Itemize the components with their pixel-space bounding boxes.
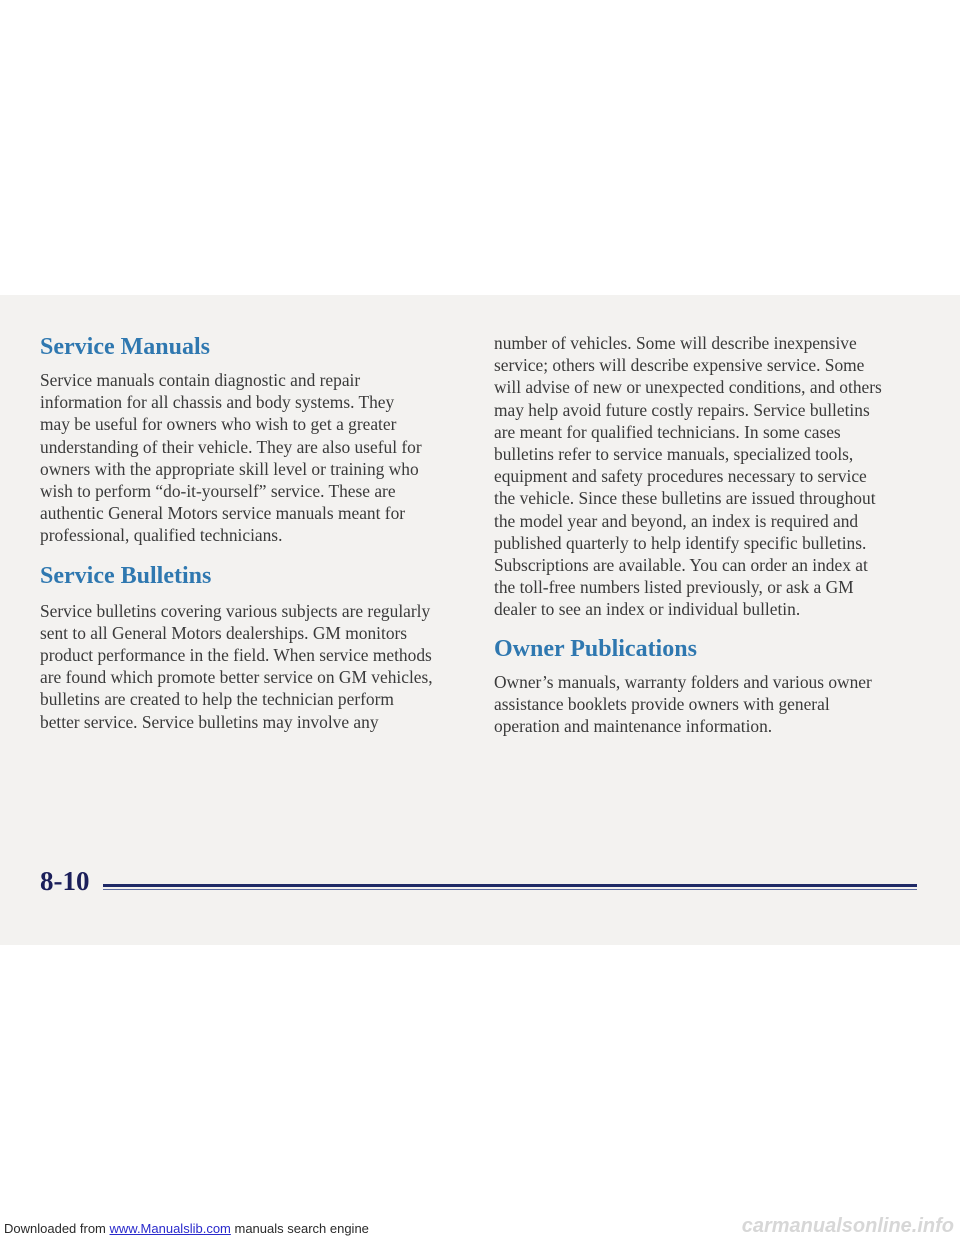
service-bulletins-continued-text: number of vehicles. Some will describe inexpensive service; others will describe expensive service. Some will advise of new or unexpected conditions, and others may help avoid future costly repairs. Service bulletins are meant for qualified technicians. In some cases bulletins refer to service manuals, specialized tools, equipment and safety procedures necessary to service the vehicle. Since these bulletins are issued throughout the model year and beyond, an index is required and published quarterly to help identify specific bulletins. Subscriptions are available. You can order an index at the toll-free numbers listed previously, or ask a GM dealer to see an index or individual bulletin. <box>494 333 882 620</box>
page-number: 8-10 <box>40 866 90 896</box>
footer-suffix: manuals search engine <box>230 1221 369 1236</box>
footer-prefix: Downloaded from <box>4 1221 110 1236</box>
service-bulletins-text: Service bulletins covering various subjects are regularly sent to all General Motors dealerships. GM monitors product performance in the field. When service methods are found which promote better service on GM vehicles, bulletins are created to help the technician perform better service. Service bulletins may involve any <box>40 600 433 732</box>
service-manuals-heading: Service Manuals <box>40 334 210 360</box>
left-column <box>40 332 470 733</box>
owner-publications-heading: Owner Publications <box>494 635 697 662</box>
watermark-logo: carmanualsonline.info <box>741 1215 954 1237</box>
download-footer <box>4 1221 369 1237</box>
service-manuals-text: Service manuals contain diagnostic and repair information for all chassis and body systems. They may be useful for owners who wish to get a greater understanding of their vehicle. They are also useful for owners with the appropriate skill level or training who wish to perform “do-it-yourself” service. These are authentic General Motors service manuals meant for professional, qualified technicians. <box>40 370 422 546</box>
page-rule <box>103 884 917 887</box>
service-bulletins-heading: Service Bulletins <box>40 562 212 589</box>
right-column <box>494 332 919 737</box>
page-rule-thin <box>103 889 917 890</box>
manualslib-link[interactable]: www.Manualslib.com <box>109 1221 231 1236</box>
owner-publications-text: Owner’s manuals, warranty folders and various owner assistance booklets provide owners with general operation and maintenance information. <box>494 671 872 737</box>
